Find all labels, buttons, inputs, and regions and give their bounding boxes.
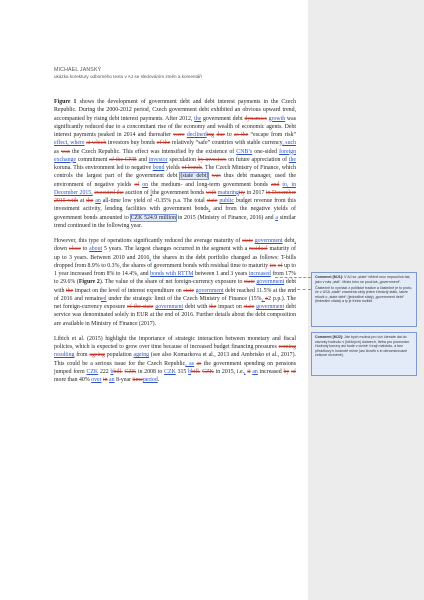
text-run: debt reached 11.5% at the end of 2016 and remain <box>54 287 297 302</box>
commented-text: (state debt) <box>180 173 209 180</box>
deleted-text: and <box>270 181 280 188</box>
text-run: under the strategic limit of the Czech Ministry of Finance (15% <box>106 295 262 302</box>
text-run: in 2008 to <box>136 368 165 375</box>
deleted-text: due <box>216 132 225 138</box>
inserted-text: bond <box>152 165 165 171</box>
text-run: one-sided <box>252 148 280 155</box>
inserted-text: CZK <box>164 368 176 375</box>
text-run: relatively “safe” countries with stable currency <box>170 140 283 147</box>
text-run: koruna. This environment led to negative <box>54 165 153 171</box>
deleted-text: executed the <box>94 189 124 196</box>
deleted-text: bill. <box>113 368 123 375</box>
inserted-text: an <box>252 368 258 375</box>
figure-reference: Figure 2 <box>78 279 100 286</box>
deleted-text: ity <box>238 189 246 196</box>
comment-1-head: Comment [MJ1]: <box>315 275 344 279</box>
deleted-text: of the state <box>127 304 154 310</box>
inserted-text: , <box>149 254 151 261</box>
comment-balloon-2[interactable] <box>311 332 417 376</box>
comment-1-lead <box>315 275 413 284</box>
inserted-text: increased <box>248 271 271 277</box>
deleted-text: CZK <box>124 368 137 375</box>
inserted-text: foreign exchange <box>54 148 296 163</box>
deleted-text: dynamics <box>244 115 267 122</box>
inserted-text: about <box>89 246 103 253</box>
deleted-text: ± <box>264 295 269 302</box>
inserted-text: bonds with RTTM <box>150 271 194 277</box>
comment-balloon-1[interactable] <box>311 272 417 327</box>
inserted-text: , <box>294 238 296 244</box>
text-run: However, this type of operations significantly reduced the average maturity of <box>54 238 243 244</box>
inserted-text: ed <box>100 295 107 302</box>
inserted-text: the <box>288 156 296 163</box>
deleted-text: of the <box>156 140 171 147</box>
text-run: “escape from risk” <box>248 132 297 138</box>
text-run: and from the negative yields of government bonds amounted to <box>54 206 296 221</box>
text-run: the Czech Republic. This effect was intensified by the existence of <box>70 148 237 155</box>
deleted-text: of <box>277 262 283 269</box>
paragraph-3[interactable] <box>54 335 296 385</box>
body-text[interactable] <box>54 98 296 384</box>
inserted-text: CZK <box>86 368 99 375</box>
deleted-text: the <box>86 198 94 204</box>
inserted-text: declined <box>186 132 207 138</box>
text-run: impact on <box>216 304 244 310</box>
deleted-text: coming <box>278 344 296 350</box>
inserted-text: , <box>208 206 211 213</box>
text-run: the medium- and long-term government bonds <box>148 181 271 188</box>
text-run: debt with <box>183 304 210 310</box>
comment-1-more: Částečně to vychází z politické tradice a částečně je to proto, že v USA „state“ znamená vždy jeden čtrnáctý státu, takže mluvit o „state debt“ (jednotlivé státy) „government debt“ (federální vláda) a ty je třeba rozlišit. <box>315 285 413 304</box>
inserted-text: CNB’s <box>236 148 253 155</box>
inserted-text: government <box>254 238 283 244</box>
inserted-text: resulting <box>54 352 75 359</box>
text-run: between 1 and 3 years <box>193 271 249 277</box>
deleted-text: was <box>60 148 71 155</box>
text-run: the shares in the debt portfolio changed as follows: T-bills dropped from 8.9% to 0.3%, the shares of government bonds with residual time to maturity <box>54 254 296 269</box>
deleted-text: were <box>173 132 185 138</box>
text-run: ). The value of the share of net foreign-currency exposure to <box>99 279 245 286</box>
text-run: 315 <box>175 368 189 375</box>
text-run: budget revenue from this investment activity, lending facilities with government bonds <box>54 198 296 213</box>
text-run: on future appreciation of <box>226 156 289 163</box>
inserted-text: government <box>256 279 285 286</box>
document-header <box>54 67 294 80</box>
deleted-text: bill. <box>191 368 201 375</box>
text-run: from 17% to 29.6% ( <box>54 271 297 286</box>
text-run: at <box>78 198 87 204</box>
inserted-text: b <box>188 368 192 375</box>
paragraph-2[interactable] <box>54 237 296 328</box>
text-run: 2 p.p.). The net foreign-currency exposure <box>54 295 297 310</box>
deleted-text: in <box>103 377 108 383</box>
deleted-text: the <box>66 287 74 294</box>
text-run: government debt <box>201 115 245 122</box>
inserted-text: over <box>91 377 102 383</box>
text-run: 5 years. The largest changes occurred in the segment with a <box>102 246 250 253</box>
text-run: auction of <box>123 189 151 196</box>
deleted-text: ies <box>269 262 277 269</box>
text-run: and <box>136 156 149 163</box>
comment-2-lead-text: Jde bych možná pro cizí čtenáře dal do závorky hodnotu v (běžných) dolarech, třeba pro porovnání. Hodnoty koruny asi bude v cizině i hrají málokdo, a bez přirážkovy k hodnotě mžne (asi člověk s in denominované celkové nicméně). <box>315 335 411 358</box>
text-run: maturity of up to 3 years. Between 2010 and 2016 <box>54 246 296 261</box>
deleted-text: as the <box>233 132 249 138</box>
inserted-text: , <box>261 295 265 302</box>
text-run: similar trend continued in the following year. <box>54 214 296 229</box>
text-run: up to 1 year increased from 8% to 14.4%, and <box>54 262 296 277</box>
text-run: from <box>74 352 90 359</box>
inserted-text: maturing <box>217 189 239 196</box>
deleted-text: as <box>196 360 202 367</box>
inserted-text: [ <box>150 189 153 196</box>
text-run: 222 <box>98 368 111 375</box>
inserted-text: period <box>142 377 158 383</box>
deleted-text: with <box>205 189 217 196</box>
text-run: in 2017 <box>245 189 266 196</box>
text-run: all-time low yield of -0.35% p.a. The total <box>100 198 207 204</box>
text-run: the government spending on pensions jumped form <box>54 360 296 375</box>
deleted-text: of the CNB <box>109 156 137 163</box>
author-name: MICHAEL JANSKÝ <box>54 67 102 73</box>
text-run: debt <box>282 238 295 244</box>
inserted-text: ageing <box>133 352 150 359</box>
deleted-text: of <box>291 368 296 375</box>
text-run: to <box>80 246 90 253</box>
text-run: as <box>54 148 61 155</box>
deleted-text: ing <box>206 132 215 138</box>
deleted-text: state <box>242 238 253 244</box>
inserted-text: the <box>194 115 202 122</box>
text-run: thus debt manager, used the environment of negative yields <box>54 173 296 188</box>
inserted-text: an <box>109 377 115 383</box>
inserted-text: a <box>275 214 278 221</box>
paragraph-1[interactable] <box>54 98 296 230</box>
text-run: more than 40% <box>54 377 92 383</box>
deleted-text: CZK <box>202 368 214 375</box>
inserted-text: b <box>110 368 114 375</box>
inserted-text: on <box>142 181 149 188</box>
inserted-text: investor <box>148 156 168 163</box>
inserted-text: public <box>219 198 234 204</box>
inserted-text: , such <box>282 140 297 147</box>
inserted-text: government <box>155 304 184 310</box>
text-run: impact on the level of interest expenditure on <box>73 287 184 294</box>
text-run: speculation <box>167 156 198 163</box>
text-run: in 2015, i.e. <box>213 368 245 375</box>
inserted-text: , as <box>185 360 195 367</box>
comment-2-head: Comment [MJ2]: <box>315 335 344 339</box>
deleted-text: at which <box>86 140 107 147</box>
figure-reference: Figure 1 <box>54 99 77 105</box>
inserted-text: an <box>95 198 101 204</box>
deleted-text: state <box>206 198 218 204</box>
text-run: to <box>224 132 234 138</box>
deleted-text: the <box>209 304 217 310</box>
text-run: down <box>54 246 69 253</box>
deleted-text: residual <box>249 246 268 253</box>
inserted-text: , <box>244 368 246 375</box>
text-run: Libich et al. (2015) highlight the importance of strategic interaction between monetary and fiscal policies, which is expected to grow over time because of increased budget financing pressures <box>54 335 296 350</box>
deleted-text: by <box>283 368 290 375</box>
text-run: commitment <box>76 156 110 163</box>
inserted-text: government <box>195 287 224 294</box>
text-run: population <box>104 352 134 359</box>
inserted-text: government <box>256 304 285 310</box>
text-run: . <box>157 377 160 383</box>
text-run: 8-year <box>114 377 133 383</box>
text-run: debt with <box>54 279 296 294</box>
deleted-text: of <box>134 181 140 188</box>
text-run: was significantly reduced due to a concomitant rise of the economy and wealth of economic agents. Debt interest payments peaked in 2014 and thereafter <box>54 115 296 138</box>
inserted-text: effect, where <box>54 140 85 147</box>
deleted-text: by investors <box>197 156 227 163</box>
deleted-text: close <box>68 246 81 253</box>
inserted-text: growth <box>268 115 286 122</box>
comment-1-lead-text: V AJ se „state“ běžně moc nepoužívá tak, jako v nás „stát“. Místo toho se používá „government“. <box>315 275 411 284</box>
text-run: in 2015 (Ministry of Finance, 2016) and <box>175 214 276 221</box>
deleted-text: it <box>247 368 251 375</box>
deleted-text: ageing <box>89 352 105 359</box>
deleted-text: state <box>243 304 255 310</box>
deleted-text: was <box>211 173 221 180</box>
inserted-text: to, in December 2015, <box>54 181 297 196</box>
deleted-text: state <box>183 287 194 294</box>
deleted-text: state <box>244 279 255 286</box>
commented-text: CZK 524.9 million <box>130 214 176 221</box>
text-run: . The Czech Ministry of Finance, which controls the largest part of the government debt <box>54 165 297 180</box>
document-subtitle: ukázka korektury odborného textu v AJ se sledováním změn a komentáři <box>54 74 202 79</box>
text-run: the government bonds <box>152 189 206 196</box>
comment-connector-1 <box>275 277 311 278</box>
text-run: increased <box>257 368 284 375</box>
text-run: debt service was denominated solely in EUR at the end of 2016. Further details about the debt composition are available in Ministry of Finance (2017). <box>54 304 296 327</box>
text-run: (see also Komarkova et al., 2013 and Ambrisko et al., 2017). This could be a serious issue for the Czech Republic <box>54 352 297 367</box>
text-run: yields <box>164 165 182 171</box>
text-run: shows the development of government debt and debt interest payments in the Czech Republic. During the 2000-2012 period, Czech government debt exhibited an obvious upward trend, accompanied by rising debt interest payments. After 2012, <box>54 99 296 122</box>
comment-2-lead <box>315 335 413 358</box>
deleted-text: of bonds <box>181 165 203 171</box>
text-run: investors buy bonds <box>106 140 157 147</box>
deleted-text: in December 2015 with <box>54 189 296 204</box>
comment-connector-2 <box>292 289 311 290</box>
deleted-text: time <box>132 377 143 383</box>
